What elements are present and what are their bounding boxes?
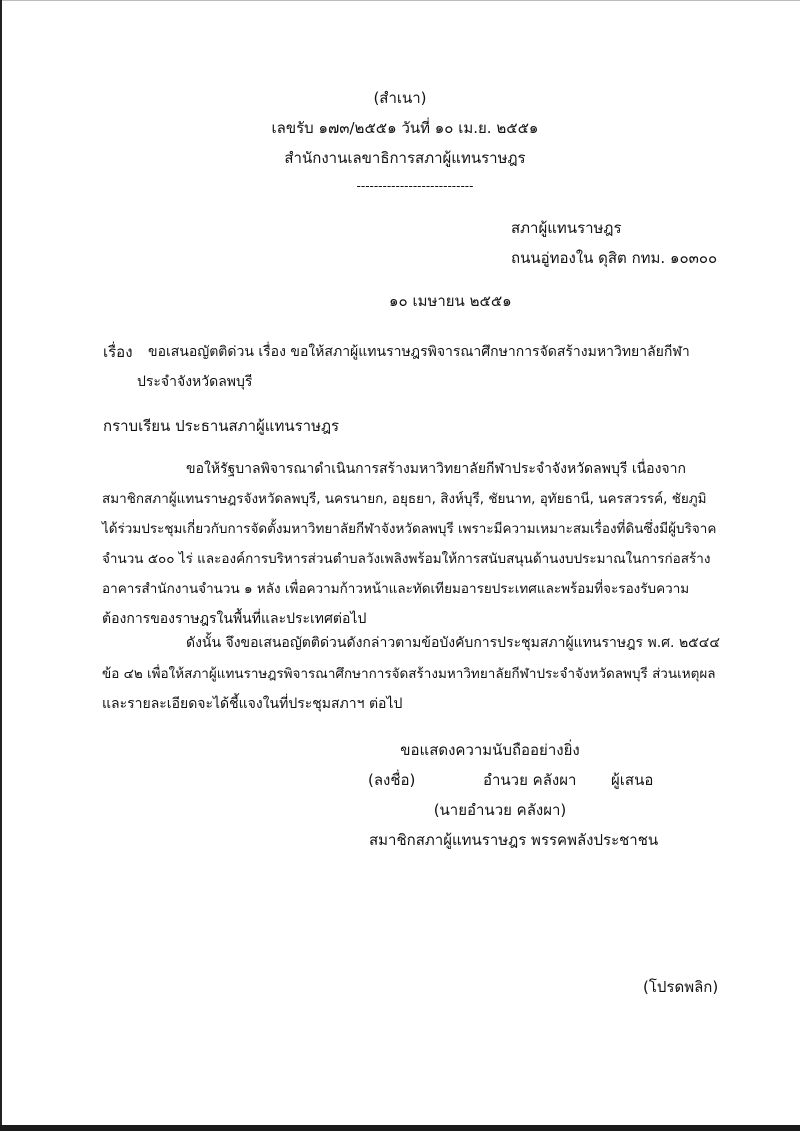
turn-over-note: (โปรดพลิก) xyxy=(643,978,719,996)
copy-label: (สำเนา) xyxy=(373,89,427,107)
body-para1-line1: ขอให้รัฐบาลพิจารณาดำเนินการสร้างมหาวิทยาลัยกีฬาประจำจังหวัดลพบุรี เนื่องจาก xyxy=(186,461,686,477)
subject-label: เรื่อง xyxy=(103,343,133,361)
body-para2-line3: และรายละเอียดจะได้ชี้แจงในที่ประชุมสภาฯ ต่อไป xyxy=(102,696,403,712)
body-para1-line2: สมาชิกสภาผู้แทนราษฎรจังหวัดลพบุรี, นครนายก, อยุธยา, สิงห์บุรี, ชัยนาท, อุทัยธานี, นครสวรรค์, ชัยภูมิ xyxy=(102,491,707,507)
sender-address-line1: สภาผู้แทนราษฎร xyxy=(511,219,622,237)
proposer-role: ผู้เสนอ xyxy=(611,771,654,789)
office-name: สำนักงานเลขาธิการสภาผู้แทนราษฎร xyxy=(284,149,526,167)
salutation: กราบเรียน ประธานสภาผู้แทนราษฎร xyxy=(103,417,340,435)
sign-label: (ลงชื่อ) xyxy=(368,771,416,789)
sender-address-line2: ถนนอู่ทองใน ดุสิต กทม. ๑๐๓๐๐ xyxy=(511,249,718,267)
body-para2-line1: ดังนั้น จึงขอเสนอญัตติด่วนดังกล่าวตามข้อบังคับการประชุมสภาผู้แทนราษฎร พ.ศ. ๒๕๔๔ xyxy=(186,635,720,651)
body-para1-line6: ต้องการของราษฎรในพื้นที่และประเทศต่อไป xyxy=(102,611,367,627)
subject-line2: ประจำจังหวัดลพบุรี xyxy=(137,374,253,390)
proposer-position: สมาชิกสภาผู้แทนราษฎร พรรคพลังประชาชน xyxy=(369,831,659,849)
letter-date: ๑๐ เมษายน ๒๕๕๑ xyxy=(389,292,512,310)
subject-line1: ขอเสนอญัตติด่วน เรื่อง ขอให้สภาผู้แทนราษฎรพิจารณาศึกษาการจัดสร้างมหาวิทยาลัยกีฬา xyxy=(148,344,690,360)
proposer-full-name: (นายอำนวย คลังผา) xyxy=(433,801,567,819)
scan-bottom-edge xyxy=(0,1125,800,1131)
scan-left-edge xyxy=(0,0,2,1131)
body-para2-line2: ข้อ ๔๒ เพื่อให้สภาผู้แทนราษฎรพิจารณาศึกษาการจัดสร้างมหาวิทยาลัยกีฬาประจำจังหวัดลพบุรี ส่วนเหตุผล xyxy=(102,666,716,682)
receipt-line: เลขรับ ๑๗๓/๒๕๕๑ วันที่ ๑๐ เม.ย. ๒๕๕๑ xyxy=(271,119,539,137)
body-para1-line4: จำนวน ๕๐๐ ไร่ และองค์การบริหารส่วนตำบลวังเพลิงพร้อมให้การสนับสนุนด้านงบประมาณในการก่อสร้าง xyxy=(102,551,711,567)
body-para1-line3: ได้ร่วมประชุมเกี่ยวกับการจัดตั้งมหาวิทยาลัยกีฬาจังหวัดลพบุรี เพราะมีความเหมาะสมเรื่องที่ดินซึ่งมีผู้บริจาค xyxy=(102,521,717,537)
body-para1-line5: อาคารสำนักงานจำนวน ๑ หลัง เพื่อความก้าวหน้าและทัดเทียมอารยประเทศและพร้อมที่จะรองรับความ xyxy=(102,581,690,597)
closing-respect: ขอแสดงความนับถืออย่างยิ่ง xyxy=(400,741,580,759)
signature-name: อำนวย คลังผา xyxy=(483,771,577,789)
separator-line: --------------------------- xyxy=(356,179,474,193)
scan-top-edge xyxy=(0,0,800,1)
